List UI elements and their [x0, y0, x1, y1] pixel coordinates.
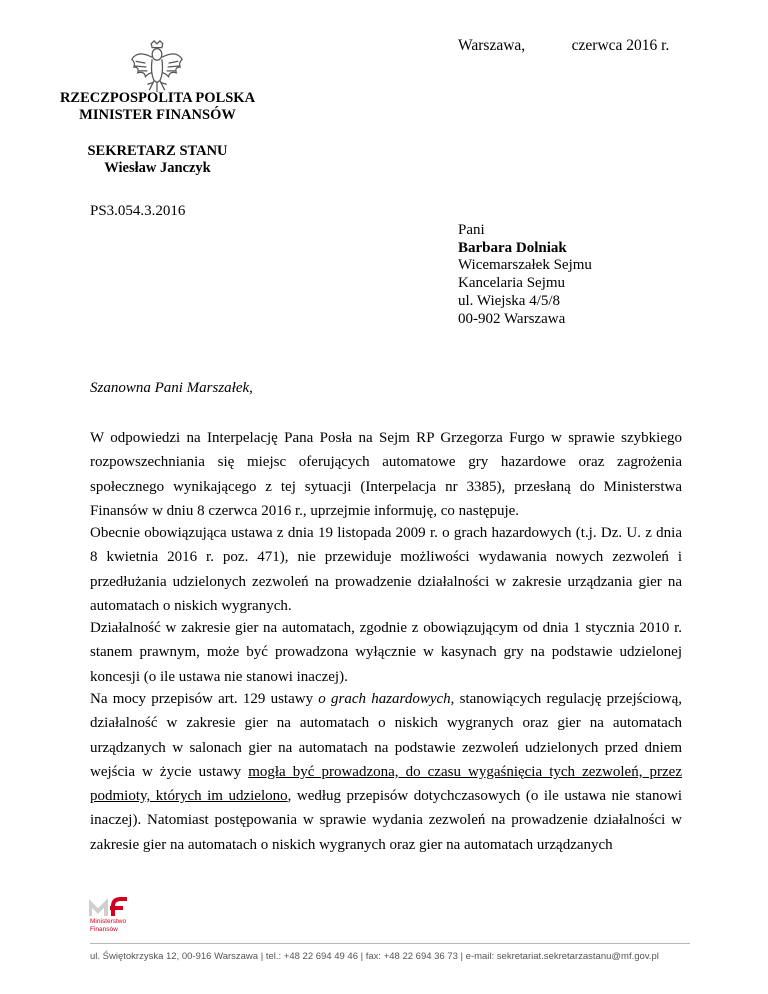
polish-eagle-emblem-icon — [128, 38, 186, 96]
addressee-city: 00-902 Warszawa — [458, 310, 566, 327]
addressee-title: Wicemarszałek Sejmu — [458, 257, 592, 274]
paragraph-4 — [90, 687, 682, 857]
signatory-name: Wiesław Janczyk — [104, 160, 211, 176]
letter-date: czerwca 2016 r. — [571, 37, 670, 54]
signatory-position: SEKRETARZ STANU — [87, 143, 228, 159]
p4-text-c: , według przepisów dotychczasowych (o ile ustawa nie stanowi inaczej). Natomiast postępowania w sprawie wydania zezwoleń na prowadzenie działalności w zakresie gier na automatach o niskich wygranych oraz gier na automatach urządzanych — [90, 788, 683, 853]
ministry-name: MINISTER FINANSÓW — [79, 107, 236, 123]
place-date-line — [458, 37, 669, 55]
addressee-street: ul. Wiejska 4/5/8 — [458, 292, 561, 309]
p4-underlined-text: mogła być prowadzona, do czasu wygaśnięcia tych zezwoleń, przez podmioty, których im udzielono — [90, 763, 682, 805]
footer-divider — [90, 943, 690, 944]
footer-contact: ul. Świętokrzyska 12, 00-916 Warszawa | tel.: +48 22 694 49 46 | fax: +48 22 694 36 73 | e-mail: sekretariat.sekretarzastanu@mf.gov.pl — [90, 951, 659, 962]
country-name: RZECZPOSPOLITA POLSKA — [59, 90, 256, 106]
mf-logo-icon — [89, 897, 129, 917]
p4-text-b: , stanowiących regulację przejściową, działalność w zakresie gier na automatach o niskich wygranych oraz gier na automatach urządzanych w salonach gier na automatach na podstawie zezwoleń udzielonych przed dniem wejścia w życie ustawy — [90, 691, 683, 780]
paragraph-1: W odpowiedzi na Interpelację Pana Posła na Sejm RP Grzegorza Furgo w sprawie szybkiego rozpowszechniania się miejsc oferujących automatowe gry hazardowe oraz zagrożenia społecznego wynikającego z tej sytuacji (Interpelacja nr 3385), przesłaną do Ministerstwa Finansów w dniu 8 czerwca 2016 r., uprzejmie informuję, co następuje. — [90, 430, 682, 519]
p4-text-a: Na mocy przepisów art. 129 ustawy — [90, 691, 319, 707]
addressee-name: Barbara Dolniak — [458, 239, 567, 256]
paragraph-3: Działalność w zakresie gier na automatach, zgodnie z obowiązującym od dnia 1 stycznia 2010 r. stanem prawnym, może być prowadzona wyłącznie w kasynach gry na podstawie udzielonej koncesji (o ile ustawa nie stanowi inaczej). — [90, 620, 682, 685]
reference-number: PS3.054.3.2016 — [90, 203, 186, 219]
addressee-salutation: Pani — [458, 222, 485, 238]
ministry-logo — [89, 897, 159, 933]
addressee-office: Kancelaria Sejmu — [458, 275, 566, 292]
logo-line-1: Ministerstwo — [90, 918, 127, 925]
issuer-block — [40, 90, 275, 124]
salutation: Szanowna Pani Marszałek, — [90, 380, 253, 396]
signatory-block — [40, 143, 275, 177]
place: Warszawa, — [458, 37, 526, 54]
addressee-block — [458, 222, 592, 328]
logo-line-2: Finansów — [90, 926, 118, 933]
paragraph-2: Obecnie obowiązująca ustawa z dnia 19 listopada 2009 r. o grach hazardowych (t.j. Dz. U. z dnia 8 kwietnia 2016 r. poz. 471), nie przewiduje możliwości wydawania nowych zezwoleń i przedłużania udzielonych zezwoleń na prowadzenie działalności w zakresie urządzania gier na automatach o niskich wygranych. — [90, 525, 682, 614]
p4-act-title: o grach hazardowych — [318, 691, 451, 707]
